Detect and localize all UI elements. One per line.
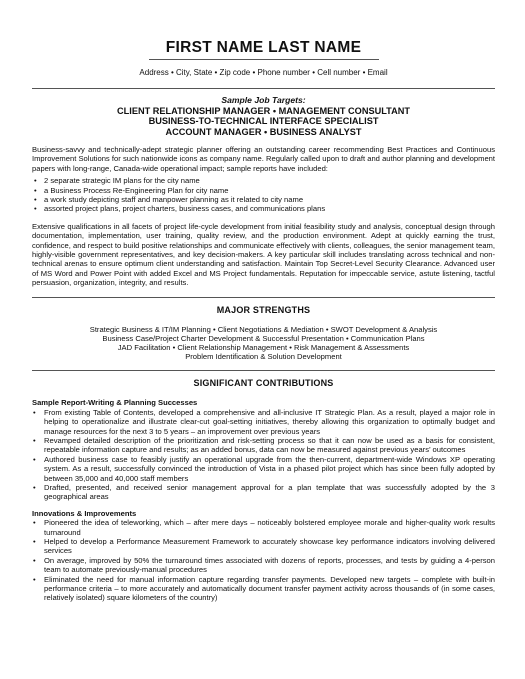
contribution-group-title: Sample Report-Writing & Planning Successes (32, 398, 198, 408)
section-divider (32, 297, 495, 298)
list-item: • Helped to develop a Performance Measurement Framework to accurately showcase key performance indicators involving delivered services (32, 537, 495, 556)
strength-line: Strategic Business & IT/IM Planning • Client Negotiations & Mediation • SWOT Development & Analysis (89, 324, 438, 334)
list-item: • a Business Process Re-Engineering Plan for city name (32, 186, 495, 195)
job-target-line: ACCOUNT MANAGER • BUSINESS ANALYST (165, 126, 362, 137)
list-item: • Authored business case to feasibly justify an operational upgrade from the then-current, department-wide Windows XP operating system. As a result, successfully convinced the introduction of Vista in a phased pilot project which has since been fully adopted by between 35,000 and 40,000 staff members (32, 455, 495, 483)
summary-details: Extensive qualifications in all facets of project life-cycle development from initial feasibility study and analysis, conceptual design through documentation, implementation, user training, quality review, and the production environment. Adept at quickly earning the trust, confidence, and respect to build positive relationships and communicate effectively with clients, colleagues, the senior management team, highly-visible government representatives, and key decision-makers. A key particular skill includes translating across technical and non-technical arenas to ensure optimum client understanding and satisfaction. Maintain Top Secret-Level Security Clearance. Advanced user of MS Word and Power Point with added Excel and MS Project fundamentals. Reputation for impeccable service, astute listening, tactful persuasion, organization, integrity, and results. (32, 221, 495, 288)
contribution-list (32, 408, 495, 502)
list-item: • From existing Table of Contents, developed a comprehensive and all-inclusive IT Strategic Plan. As a result, played a major role in helping to operationalize and illustrate clear-cut goal-setting initiatives, thereby allowing this organization to optimally budget and manage resources for the next 3 to 5 years – an improvement over previous years (32, 408, 495, 436)
sample-reports-list (32, 176, 495, 214)
contribution-group-title: Innovations & Improvements (32, 508, 137, 518)
list-item: • Pioneered the idea of teleworking, which – after mere days – noticeably bolstered employee morale and higher-quality work results turnaround (32, 518, 495, 537)
section-divider (32, 370, 495, 371)
header-divider (32, 88, 495, 89)
strength-line: Problem Identification & Solution Development (185, 352, 342, 362)
contribution-list (32, 518, 495, 603)
strength-line: Business Case/Project Charter Development & Successful Presentation • Communication Plans (102, 333, 425, 343)
job-targets-lead: Sample Job Targets: (221, 95, 306, 106)
list-item: • a work study depicting staff and manpower planning as it related to city name (32, 195, 495, 204)
list-item: • Drafted, presented, and received senior management approval for a plan template that was successfully adopted by the 3 geographical areas (32, 483, 495, 502)
list-item: • assorted project plans, project charters, business cases, and communications plans (32, 204, 495, 213)
job-target-line: BUSINESS-TO-TECHNICAL INTERFACE SPECIALIST (148, 116, 379, 127)
section-heading-contributions: SIGNIFICANT CONTRIBUTIONS (193, 378, 334, 389)
summary-intro: Business-savvy and technically-adept strategic planner offering an outstanding career recommending Best Practices and Continuous Improvement Solutions for such nationwide icons as company name. Regularly called upon to draft and author planning and development papers with long-range, Canada-wide operational impact; sample reports have included: (32, 144, 495, 173)
job-target-line: CLIENT RELATIONSHIP MANAGER • MANAGEMENT CONSULTANT (117, 106, 410, 117)
list-item: • Revamped detailed description of the prioritization and risk-setting process so that it can now be used as a basis for consistent, repeatable information capture and results; as an added bonus, data can now be measured against previous years’ outcomes (32, 436, 495, 455)
list-item: • 2 separate strategic IM plans for the city name (32, 176, 495, 185)
list-item: • Eliminated the need for manual information capture regarding transfer payments. Developed new targets – complete with built-in performance criteria – to more accurately and automatically document transfer payment activity across thousands of (in some cases, relatively isolated) square kilometers of the country) (32, 575, 495, 603)
strengths-list (32, 325, 495, 361)
strength-line: JAD Facilitation • Client Relationship Management • Risk Management & Assessments (117, 342, 410, 352)
section-heading-strengths: MAJOR STRENGTHS (216, 304, 311, 315)
contact-line: Address • City, State • Zip code • Phone number • Cell number • Email (139, 67, 388, 77)
candidate-name: FIRST NAME LAST NAME (165, 39, 362, 56)
name-underline (149, 59, 379, 60)
list-item: • On average, improved by 50% the turnaround times associated with dozens of reports, processes, and tests by guiding a 4-person team to automate previously-manual procedures (32, 556, 495, 575)
job-targets (32, 96, 495, 137)
